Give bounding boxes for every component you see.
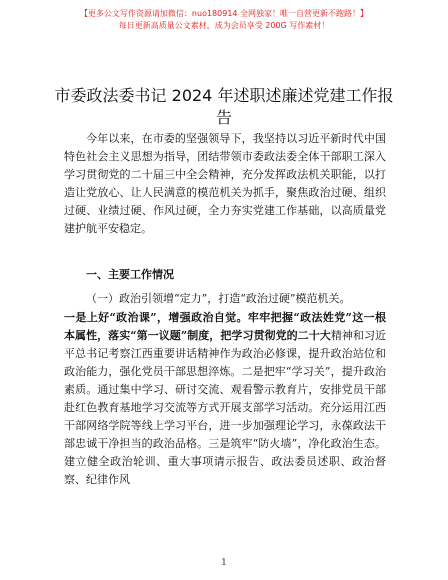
bold-lead-text: 一是上好“政治课”，增强政治自觉。牢牢把握“政法姓党”这一根本属性，落实“第一议题”制度，把学习贯彻党的二十大 xyxy=(64,311,386,342)
body-paragraph xyxy=(64,309,386,489)
subsection-heading: （一）政治引领增“定力”，打造“政治过硬”模范机关。 xyxy=(86,292,351,305)
banner-line-1: 【更多公文写作资源请加微信：nuo180914 全网独家！唯一自营更新不跑路！】 xyxy=(79,9,369,18)
section-heading: 一、主要工作情况 xyxy=(86,268,174,281)
document-title: 市委政法委书记 2024 年述职述廉述党建工作报告 xyxy=(54,86,394,127)
banner-line-2: 每日更新高质量公文素材，成为会员享受 200G 写作素材！ xyxy=(118,21,330,30)
page-number: 1 xyxy=(221,558,227,568)
paragraph-continuation: 精神和习近平总书记考察江西重要讲话精神作为政治必修课，提升政治站位和政治能力，强化党员干部思想淬炼。二是把牢“学习关”，提升政治素质。通过集中学习、研讨交流、观看警示教育片，安排党员干部赴红色教育基地学习交流等方式开展支部学习活动。充分运用江西干部网络学院等线上学习平台，进一步加强理论学习，永葆政法干部忠诚干净担当的政治品格。三是筑牢“防火墙”，净化政治生态。建立健全政治轮训、重大事项请示报告、政法委员述职、政治督察、纪律作风 xyxy=(64,329,386,486)
intro-paragraph: 今年以来，在市委的坚强领导下，我坚持以习近平新时代中国特色社会主义思想为指导，团结带领市委政法委全体干部职工深入学习贯彻党的二十届三中全会精神，充分发挥政法机关职能，以打造让党放心、让人民满意的模范机关为抓手，聚焦政治过硬、组织过硬、业绩过硬、作风过硬，全力夯实党建工作基础，以高质量党建护航平安稳定。 xyxy=(64,132,386,235)
header-banner xyxy=(0,8,448,32)
